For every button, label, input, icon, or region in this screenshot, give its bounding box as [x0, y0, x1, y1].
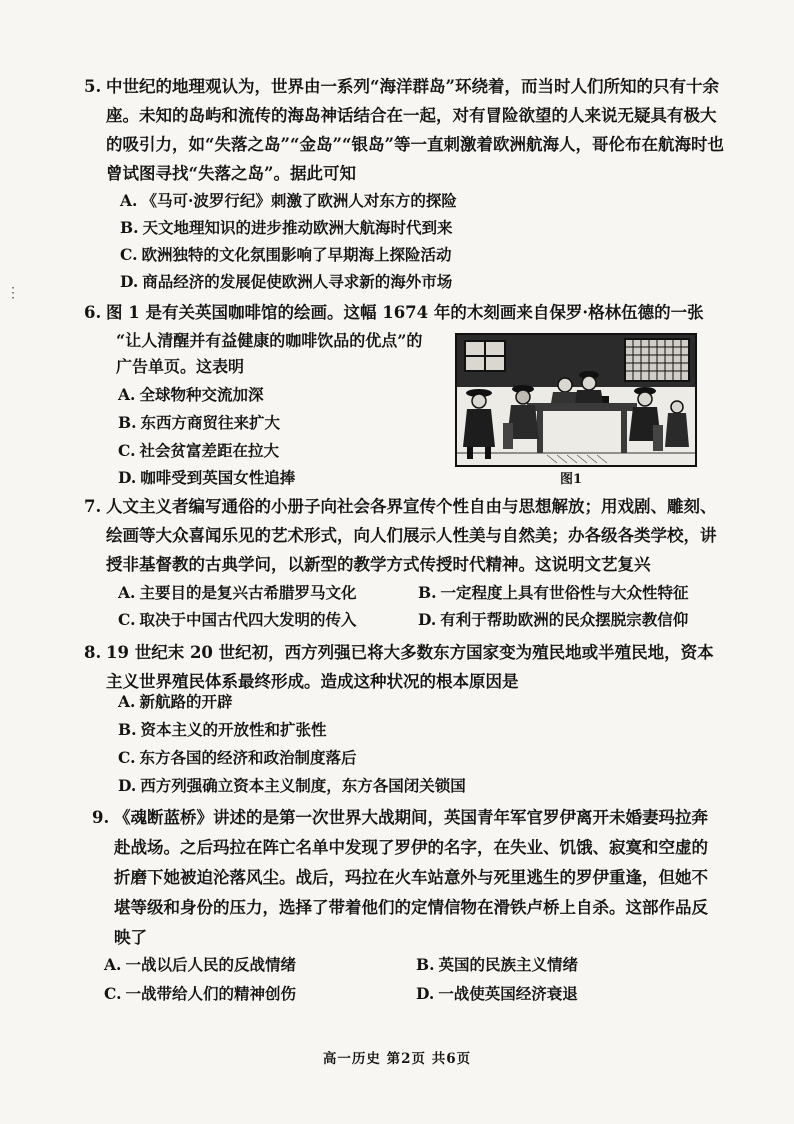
question-6-stem-line3: 广告单页。这表明 — [116, 357, 245, 376]
question-7-option-c: C. 取决于中国古代四大发明的传入 — [118, 610, 357, 629]
question-6-option-b: B. 东西方商贸往来扩大 — [118, 413, 281, 432]
question-5-stem — [84, 72, 726, 188]
margin-dots: ⋮ — [6, 285, 20, 301]
question-number: 6. — [84, 303, 102, 322]
figure-caption: 图1 — [560, 472, 583, 487]
question-6-option-c: C. 社会贫富差距在拉大 — [118, 441, 279, 460]
coffee-house-woodcut-image — [455, 333, 697, 467]
question-6-stem — [84, 298, 726, 327]
question-5-option-b: B. 天文地理知识的进步推动欧洲大航海时代到来 — [120, 218, 453, 237]
question-6-stem-line2: “让人清醒并有益健康的咖啡饮品的优点”的 — [116, 331, 423, 350]
question-8-option-d: D. 西方列强确立资本主义制度，东方各国闭关锁国 — [118, 776, 466, 795]
question-8-option-b: B. 资本主义的开放性和扩张性 — [118, 720, 327, 739]
question-7-stem — [84, 492, 726, 579]
question-text: 《魂断蓝桥》讲述的是第一次世界大战期间，英国青年军官罗伊离开未婚妻玛拉奔赴战场。之后玛拉在阵亡名单中发现了罗伊的名字，在失业、饥饿、寂寞和空虚的折磨下她被迫沦落风尘。战后，玛拉在火车站意外与死里逃生的罗伊重逢，但她不堪等级和身份的压力，选择了带着他们的定情信物在滑铁卢桥上自杀。这部作品反映了 — [114, 808, 708, 947]
question-5-option-c: C. 欧洲独特的文化氛围影响了早期海上探险活动 — [120, 245, 452, 264]
question-number: 7. — [84, 497, 102, 516]
question-5-option-a: A. 《马可·波罗行纪》刺激了欧洲人对东方的探险 — [120, 191, 457, 210]
question-text: 中世纪的地理观认为，世界由一系列“海洋群岛”环绕着，而当时人们所知的只有十余座。未知的岛屿和流传的海岛神话结合在一起，对有冒险欲望的人来说无疑具有极大的吸引力，如“失落之岛”“金岛”“银岛”等一直刺激着欧洲航海人，哥伦布在航海时也曾试图寻找“失落之岛”。据此可知 — [106, 77, 724, 183]
question-8-option-c: C. 东方各国的经济和政治制度落后 — [118, 748, 357, 767]
question-9-option-a: A. 一战以后人民的反战情绪 — [104, 955, 296, 974]
question-9-option-b: B. 英国的民族主义情绪 — [416, 955, 579, 974]
question-6-option-d: D. 咖啡受到英国女性追捧 — [118, 468, 296, 487]
question-8-option-a: A. 新航路的开辟 — [118, 692, 233, 711]
page-footer: 高一历史 第2页 共6页 — [322, 1051, 472, 1067]
question-text: 19 世纪末 20 世纪初，西方列强已将大多数东方国家变为殖民地或半殖民地，资本主义世界殖民体系最终形成。造成这种状况的根本原因是 — [106, 643, 714, 691]
question-5-option-d: D. 商品经济的发展促使欧洲人寻求新的海外市场 — [120, 272, 453, 291]
question-9-stem — [92, 803, 724, 953]
question-8-stem — [84, 638, 726, 696]
question-6-option-a: A. 全球物种交流加深 — [118, 385, 264, 404]
question-9-option-d: D. 一战使英国经济衰退 — [416, 984, 578, 1003]
question-text: 人文主义者编写通俗的小册子向社会各界宣传个性自由与思想解放；用戏剧、雕刻、绘画等大众喜闻乐见的艺术形式，向人们展示人性美与自然美；办各级各类学校，讲授非基督教的古典学问，以新型的教学方式传授时代精神。这说明文艺复兴 — [106, 497, 717, 574]
question-number: 9. — [92, 808, 110, 827]
question-7-option-a: A. 主要目的是复兴古希腊罗马文化 — [118, 583, 357, 602]
woodcut-illustration — [457, 335, 695, 465]
question-text: 图 1 是有关英国咖啡馆的绘画。这幅 1674 年的木刻画来自保罗·格林伍德的一张 — [106, 303, 704, 322]
question-9-option-c: C. 一战带给人们的精神创伤 — [104, 984, 296, 1003]
question-number: 8. — [84, 643, 102, 662]
question-7-option-d: D. 有利于帮助欧洲的民众摆脱宗教信仰 — [418, 610, 689, 629]
question-7-option-b: B. 一定程度上具有世俗性与大众性特征 — [418, 583, 689, 602]
question-number: 5. — [84, 77, 102, 96]
